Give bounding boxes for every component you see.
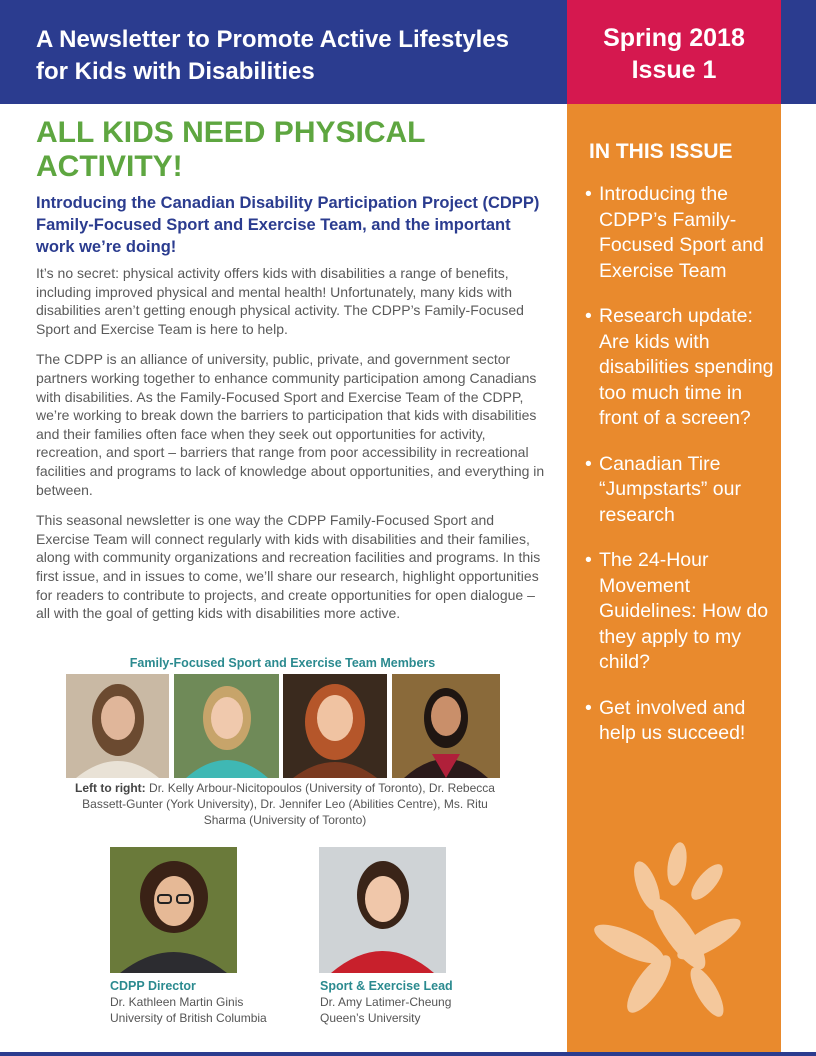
lead-name: Dr. Amy Latimer-Cheung bbox=[320, 995, 452, 1009]
sidebar bbox=[567, 104, 781, 1052]
lead-info bbox=[320, 978, 540, 1026]
team-section-title: Family-Focused Sport and Exercise Team Members bbox=[129, 656, 436, 670]
article-headline: ALL KIDS NEED PHYSICAL ACTIVITY! bbox=[36, 116, 425, 183]
toc-item-introducing-team[interactable]: • Introducing the CDPP’s Family-Focused Sport and Exercise Team bbox=[585, 182, 775, 284]
lead-org: Queen’s University bbox=[320, 1011, 421, 1025]
toc-item-canadian-tire[interactable]: • Canadian Tire “Jumpstarts” our research bbox=[585, 452, 775, 529]
portrait-icon bbox=[283, 674, 387, 778]
team-photo-2 bbox=[174, 674, 279, 778]
toc-item-movement-guidelines[interactable]: • The 24-Hour Movement Guidelines: How do they apply to my child? bbox=[585, 548, 775, 676]
bottom-rule bbox=[0, 1052, 816, 1056]
article-subhead: Introducing the Canadian Disability Participation Project (CDPP) Family-Focused Sport and Exercise Team, and the important work we’re doing! bbox=[36, 194, 540, 256]
team-caption: Left to right: Dr. Kelly Arbour-Nicitopoulos (University of Toronto), Dr. Rebecca Bassett-Gunter (York University), Dr. Jennifer Leo (Abilities Centre), Ms. Ritu Sharma (University of Toronto) bbox=[75, 781, 495, 827]
portrait-icon bbox=[174, 674, 279, 778]
article-paragraph: This seasonal newsletter is one way the CDPP Family-Focused Sport and Exercise Team will connect regularly with kids with disabilities and their families, along with community organizations and recreation facilities and programs. In this first issue, and in issues to come, we’ll share our research, highlight opportunities for readers to contribute to projects, and create opportunities for open dialogue – all with the goal of getting kids with disabilities more active. bbox=[36, 512, 541, 622]
lead-photo bbox=[319, 847, 446, 973]
director-photo bbox=[110, 847, 237, 973]
sidebar-title: IN THIS ISSUE bbox=[589, 140, 733, 163]
newsletter-title: A Newsletter to Promote Active Lifestyles for Kids with Disabilities bbox=[36, 26, 510, 85]
article-paragraph: It’s no secret: physical activity offers kids with disabilities a range of benefits, including improved physical and mental health! Unfortunately, many kids with disabilities aren’t getting enough physical activity. The CDPP’s Family-Focused Sport and Exercise Team is here to help. bbox=[36, 265, 524, 337]
table-of-contents bbox=[585, 182, 775, 767]
director-info bbox=[110, 978, 330, 1026]
portrait-icon bbox=[66, 674, 169, 778]
director-name: Dr. Kathleen Martin Ginis bbox=[110, 995, 244, 1009]
director-org: University of British Columbia bbox=[110, 1011, 267, 1025]
team-photo-4 bbox=[392, 674, 500, 778]
toc-item-get-involved[interactable]: • Get involved and help us succeed! bbox=[585, 696, 775, 747]
director-role: CDPP Director bbox=[110, 979, 196, 993]
portrait-icon bbox=[110, 847, 237, 973]
toc-item-research-update[interactable]: • Research update: Are kids with disabilities spending too much time in front of a screen? bbox=[585, 304, 775, 432]
issue-badge: Spring 2018 Issue 1 bbox=[567, 0, 781, 104]
portrait-icon bbox=[392, 674, 500, 778]
portrait-icon bbox=[319, 847, 446, 973]
lead-role: Sport & Exercise Lead bbox=[320, 979, 453, 993]
cdpp-figures-logo-icon bbox=[589, 834, 759, 1024]
team-photo-1 bbox=[66, 674, 169, 778]
team-photo-3 bbox=[283, 674, 387, 778]
article-paragraph: The CDPP is an alliance of university, public, private, and government sector partners working together to enhance community participation among Canadians with disabilities. As the Family-Focused Sport and Exercise Team of the CDPP, we’re working to break down the barriers to participation that kids with disabilities and their families often face when they seek out opportunities for activity, recreation, and sport – barriers that range from poor accessibility in recreational facilities and programs to lack of knowledge about opportunities, and everything in between. bbox=[36, 351, 545, 498]
main-article bbox=[36, 116, 551, 635]
